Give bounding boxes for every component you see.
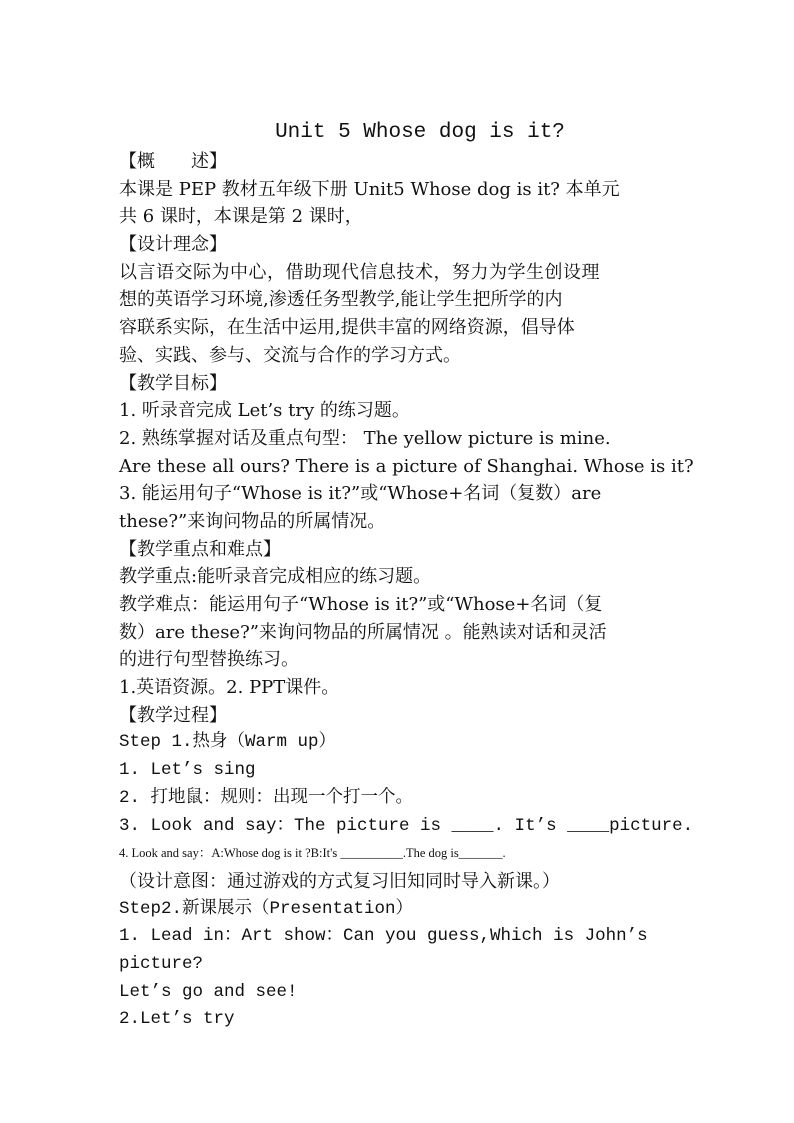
paragraph-line: 想的英语学习环境,渗透任务型教学,能让学生把所学的内 <box>119 289 563 311</box>
paragraph-line: 教学难点：能运用句子“Whose is it?”或“Whose+名词（复 <box>119 594 603 615</box>
paragraph-line: Are these all ours? There is a picture of Shanghai. Whose is it? <box>119 455 694 477</box>
list-item: 1. Lead in：Art show：Can you guess,Which is John’s <box>119 926 648 947</box>
step-heading: Step 1.热身（Warm up） <box>119 732 337 753</box>
paragraph-line: 验、实践、参与、交流与合作的学习方式。 <box>119 344 461 366</box>
list-item: 3. Look and say：The picture is ____. It’s ____picture. <box>119 815 694 836</box>
paragraph-line: 共 6 课时，本课是第 2 课时， <box>119 206 363 228</box>
list-item: 2.Let’s try <box>119 1009 235 1030</box>
list-item: 1. 听录音完成 Let’s try 的练习题。 <box>119 400 410 422</box>
section-heading-overview: 【概 述】 <box>119 151 227 172</box>
paragraph-line: 本课是 PEP 教材五年级下册 Unit5 Whose dog is it? 本单元 <box>119 178 620 200</box>
section-heading-design-concept: 【设计理念】 <box>119 234 227 256</box>
list-item: 4. Look and say：A:Whose dog is it ?B:It's __________.The dog is_______. <box>119 846 506 861</box>
list-item: 2. 打地鼠：规则：出现一个打一个。 <box>119 787 414 808</box>
section-heading-process: 【教学过程】 <box>119 704 227 726</box>
paragraph-line: these?”来询问物品的所属情况。 <box>119 510 386 532</box>
list-item: 3. 能运用句子“Whose is it?”或“Whose+名词（复数）are <box>119 483 602 505</box>
list-item: 2. 熟练掌握对话及重点句型： The yellow picture is mine. <box>119 427 611 449</box>
paragraph-line: 1.英语资源。2. PPT课件。 <box>119 677 340 699</box>
step-heading: Step2.新课展示（Presentation） <box>119 898 414 919</box>
section-heading-key-points: 【教学重点和难点】 <box>119 538 281 560</box>
paragraph-line: 容联系实际，在生活中运用,提供丰富的网络资源，倡导体 <box>119 317 575 339</box>
document-page <box>119 118 694 1034</box>
list-item: 1. Let’s sing <box>119 760 256 781</box>
paragraph-line: 的进行句型替换练习。 <box>119 649 299 671</box>
document-title: Unit 5 Whose dog is it? <box>275 121 565 144</box>
paragraph-line: 数）are these?”来询问物品的所属情况 。能熟读对话和灵活 <box>119 621 607 643</box>
design-intent-note: （设计意图：通过游戏的方式复习旧知同时导入新课。） <box>119 870 560 892</box>
paragraph-line: 教学重点:能听录音完成相应的练习题。 <box>119 566 432 588</box>
paragraph-line: 以言语交际为中心，借助现代信息技术，努力为学生创设理 <box>119 261 600 283</box>
paragraph-line: picture? <box>119 953 204 974</box>
section-heading-objectives: 【教学目标】 <box>119 372 227 394</box>
paragraph-line: Let’s go and see! <box>119 981 298 1002</box>
